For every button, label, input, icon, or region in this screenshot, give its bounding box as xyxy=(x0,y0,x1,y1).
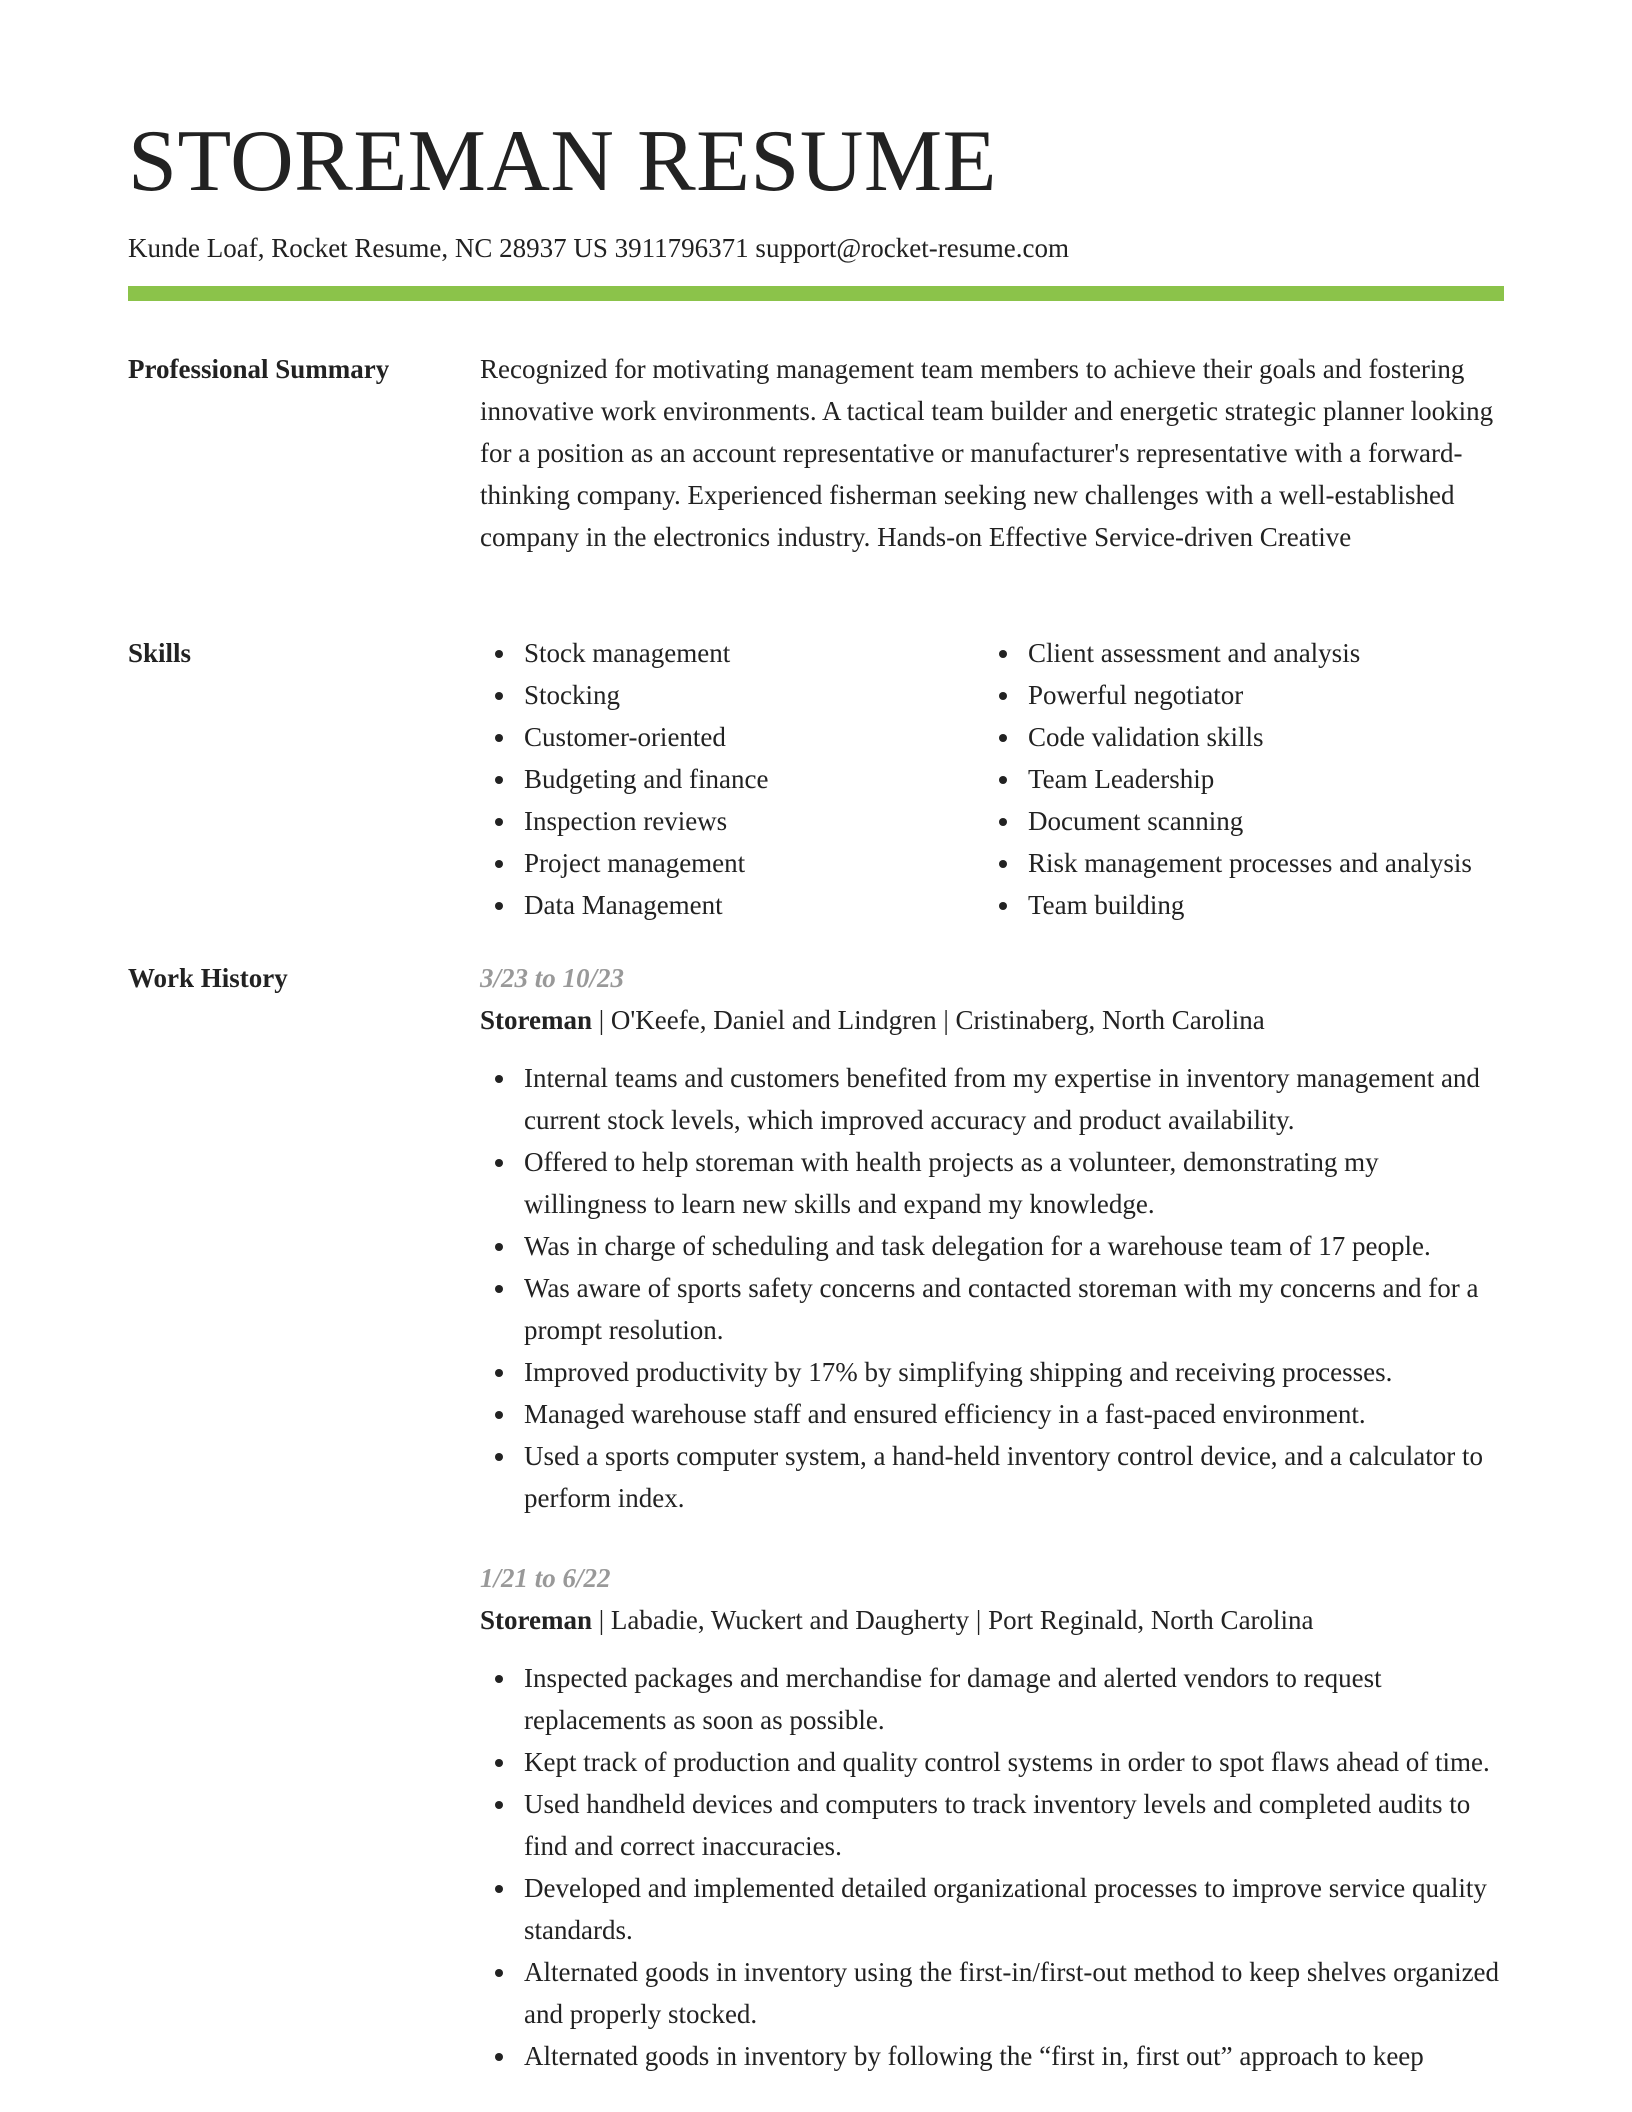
job-bullet: Offered to help storeman with health projects as a volunteer, demonstrating my willingness to learn new skills and expand my knowledge. xyxy=(480,1141,1504,1225)
job-bullet: Inspected packages and merchandise for damage and alerted vendors to request replacements as soon as possible. xyxy=(480,1657,1504,1741)
job-title: Storeman xyxy=(480,1005,592,1035)
skill-item: Team Leadership xyxy=(984,758,1472,800)
job-dates: 3/23 to 10/23 xyxy=(480,963,625,993)
skill-item: Stocking xyxy=(480,674,768,716)
skill-item: Client assessment and analysis xyxy=(984,632,1472,674)
job-dates: 1/21 to 6/22 xyxy=(480,1563,611,1593)
accent-divider xyxy=(128,286,1504,301)
skills-column-1 xyxy=(480,632,768,926)
job-bullet: Kept track of production and quality control systems in order to spot flaws ahead of time. xyxy=(480,1741,1504,1783)
job-heading xyxy=(480,1599,1504,1641)
job-bullet: Managed warehouse staff and ensured efficiency in a fast-paced environment. xyxy=(480,1393,1504,1435)
work-history-list xyxy=(480,957,1504,2077)
skill-item: Document scanning xyxy=(984,800,1472,842)
job-employer-location: | Labadie, Wuckert and Daugherty | Port Reginald, North Carolina xyxy=(592,1605,1314,1635)
resume-title: STOREMAN RESUME xyxy=(128,113,997,210)
job-entry xyxy=(480,957,1504,1519)
skill-item: Inspection reviews xyxy=(480,800,768,842)
job-bullet: Internal teams and customers benefited from my expertise in inventory management and current stock levels, which improved accuracy and product availability. xyxy=(480,1057,1504,1141)
skill-item: Powerful negotiator xyxy=(984,674,1472,716)
job-bullet: Was aware of sports safety concerns and contacted storeman with my concerns and for a prompt resolution. xyxy=(480,1267,1504,1351)
summary-text: Recognized for motivating management team members to achieve their goals and fostering innovative work environments. A tactical team builder and energetic strategic planner looking for a position as an account representative or manufacturer's representative with a forward-thinking company. Experienced fisherman seeking new challenges with a well-established company in the electronics industry. Hands-on Effective Service-driven Creative xyxy=(480,354,1494,552)
skill-item: Project management xyxy=(480,842,768,884)
job-bullet: Was in charge of scheduling and task delegation for a warehouse team of 17 people. xyxy=(480,1225,1504,1267)
contact-info: Kunde Loaf, Rocket Resume, NC 28937 US 3911796371 support@rocket-resume.com xyxy=(128,233,1069,263)
job-entry xyxy=(480,1557,1504,2077)
job-bullets xyxy=(480,1057,1504,1519)
job-bullet: Used handheld devices and computers to track inventory levels and completed audits to find and correct inaccuracies. xyxy=(480,1783,1504,1867)
skill-item: Code validation skills xyxy=(984,716,1472,758)
skill-item: Budgeting and finance xyxy=(480,758,768,800)
skill-item: Team building xyxy=(984,884,1472,926)
job-heading xyxy=(480,999,1504,1041)
job-bullets xyxy=(480,1657,1504,2077)
section-label-summary: Professional Summary xyxy=(128,354,390,384)
job-bullet: Developed and implemented detailed organizational processes to improve service quality standards. xyxy=(480,1867,1504,1951)
job-title: Storeman xyxy=(480,1605,592,1635)
section-label-skills: Skills xyxy=(128,638,192,668)
skills-column-2 xyxy=(984,632,1472,926)
skill-item: Stock management xyxy=(480,632,768,674)
section-label-work-history: Work History xyxy=(128,963,288,993)
job-employer-location: | O'Keefe, Daniel and Lindgren | Cristinaberg, North Carolina xyxy=(592,1005,1265,1035)
skill-item: Customer-oriented xyxy=(480,716,768,758)
skill-item: Data Management xyxy=(480,884,768,926)
job-bullet: Alternated goods in inventory by following the “first in, first out” approach to keep xyxy=(480,2035,1504,2077)
job-bullet: Alternated goods in inventory using the first-in/first-out method to keep shelves organized and properly stocked. xyxy=(480,1951,1504,2035)
job-bullet: Used a sports computer system, a hand-held inventory control device, and a calculator to perform index. xyxy=(480,1435,1504,1519)
skill-item: Risk management processes and analysis xyxy=(984,842,1472,884)
job-bullet: Improved productivity by 17% by simplifying shipping and receiving processes. xyxy=(480,1351,1504,1393)
